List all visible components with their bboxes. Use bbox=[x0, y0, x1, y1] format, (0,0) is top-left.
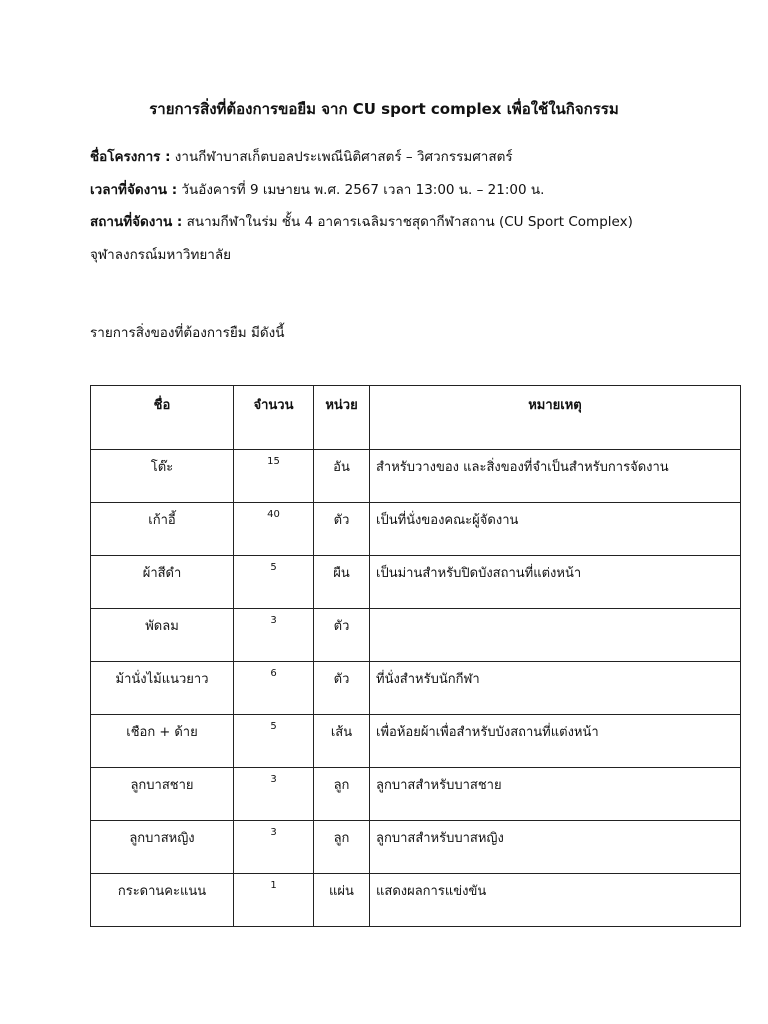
cell-quantity: 3 bbox=[234, 609, 314, 662]
cell-unit: แผ่น bbox=[314, 874, 370, 927]
table-row bbox=[91, 874, 741, 927]
cell-note: สำหรับวางของ และสิ่งของที่จำเป็นสำหรับการจัดงาน bbox=[370, 450, 741, 503]
table-header-row bbox=[91, 386, 741, 450]
cell-note: ลูกบาสสำหรับบาสชาย bbox=[370, 768, 741, 821]
venue-line-2: จุฬาลงกรณ์มหาวิทยาลัย bbox=[90, 247, 232, 263]
cell-name: ผ้าสีดำ bbox=[91, 556, 234, 609]
cell-unit: เส้น bbox=[314, 715, 370, 768]
cell-note bbox=[370, 609, 741, 662]
cell-name: พัดลม bbox=[91, 609, 234, 662]
time-label: เวลาที่จัดงาน : bbox=[90, 182, 178, 198]
project-label: ชื่อโครงการ : bbox=[90, 149, 171, 165]
cell-quantity: 3 bbox=[234, 821, 314, 874]
items-intro: รายการสิ่งของที่ต้องการยืม มีดังนี้ bbox=[90, 325, 285, 341]
document-title: รายการสิ่งที่ต้องการขอยืม จาก CU sport complex เพื่อใช้ในกิจกรรม bbox=[149, 100, 619, 118]
time-value: วันอังคารที่ 9 เมษายน พ.ศ. 2567 เวลา 13:00 น. – 21:00 น. bbox=[181, 182, 545, 198]
venue-value: สนามกีฬาในร่ม ชั้น 4 อาคารเฉลิมราชสุดากีฬาสถาน (CU Sport Complex) bbox=[186, 214, 633, 230]
venue-line bbox=[90, 210, 633, 232]
cell-unit: อัน bbox=[314, 450, 370, 503]
header-name: ชื่อ bbox=[91, 386, 234, 450]
cell-unit: ตัว bbox=[314, 662, 370, 715]
cell-name: เก้าอี้ bbox=[91, 503, 234, 556]
cell-name: กระดานคะแนน bbox=[91, 874, 234, 927]
table-row bbox=[91, 662, 741, 715]
cell-quantity: 3 bbox=[234, 768, 314, 821]
items-table bbox=[90, 385, 741, 927]
table-row bbox=[91, 503, 741, 556]
table-row bbox=[91, 609, 741, 662]
table-row bbox=[91, 821, 741, 874]
cell-unit: ตัว bbox=[314, 609, 370, 662]
header-quantity: จำนวน bbox=[234, 386, 314, 450]
cell-quantity: 40 bbox=[234, 503, 314, 556]
table-row bbox=[91, 450, 741, 503]
cell-note: แสดงผลการแข่งขัน bbox=[370, 874, 741, 927]
cell-unit: ตัว bbox=[314, 503, 370, 556]
cell-note: เป็นม่านสำหรับปิดบังสถานที่แต่งหน้า bbox=[370, 556, 741, 609]
cell-unit: ผืน bbox=[314, 556, 370, 609]
venue-label: สถานที่จัดงาน : bbox=[90, 214, 183, 230]
header-unit: หน่วย bbox=[314, 386, 370, 450]
cell-note: ลูกบาสสำหรับบาสหญิง bbox=[370, 821, 741, 874]
cell-name: ลูกบาสหญิง bbox=[91, 821, 234, 874]
table-row bbox=[91, 715, 741, 768]
cell-name: ลูกบาสชาย bbox=[91, 768, 234, 821]
cell-quantity: 5 bbox=[234, 715, 314, 768]
project-line bbox=[90, 145, 513, 167]
cell-unit: ลูก bbox=[314, 821, 370, 874]
cell-name: ม้านั่งไม้แนวยาว bbox=[91, 662, 234, 715]
cell-note: เป็นที่นั่งของคณะผู้จัดงาน bbox=[370, 503, 741, 556]
cell-quantity: 1 bbox=[234, 874, 314, 927]
cell-quantity: 6 bbox=[234, 662, 314, 715]
cell-name: โต๊ะ bbox=[91, 450, 234, 503]
cell-quantity: 5 bbox=[234, 556, 314, 609]
cell-name: เชือก + ด้าย bbox=[91, 715, 234, 768]
time-line bbox=[90, 178, 544, 200]
cell-quantity: 15 bbox=[234, 450, 314, 503]
cell-note: เพื่อห้อยผ้าเพื่อสำหรับบังสถานที่แต่งหน้า bbox=[370, 715, 741, 768]
table-row bbox=[91, 768, 741, 821]
cell-unit: ลูก bbox=[314, 768, 370, 821]
table-row bbox=[91, 556, 741, 609]
header-note: หมายเหตุ bbox=[370, 386, 741, 450]
cell-note: ที่นั่งสำหรับนักกีฬา bbox=[370, 662, 741, 715]
project-value: งานกีฬาบาสเก็ตบอลประเพณีนิติศาสตร์ – วิศวกรรมศาสตร์ bbox=[174, 149, 513, 165]
